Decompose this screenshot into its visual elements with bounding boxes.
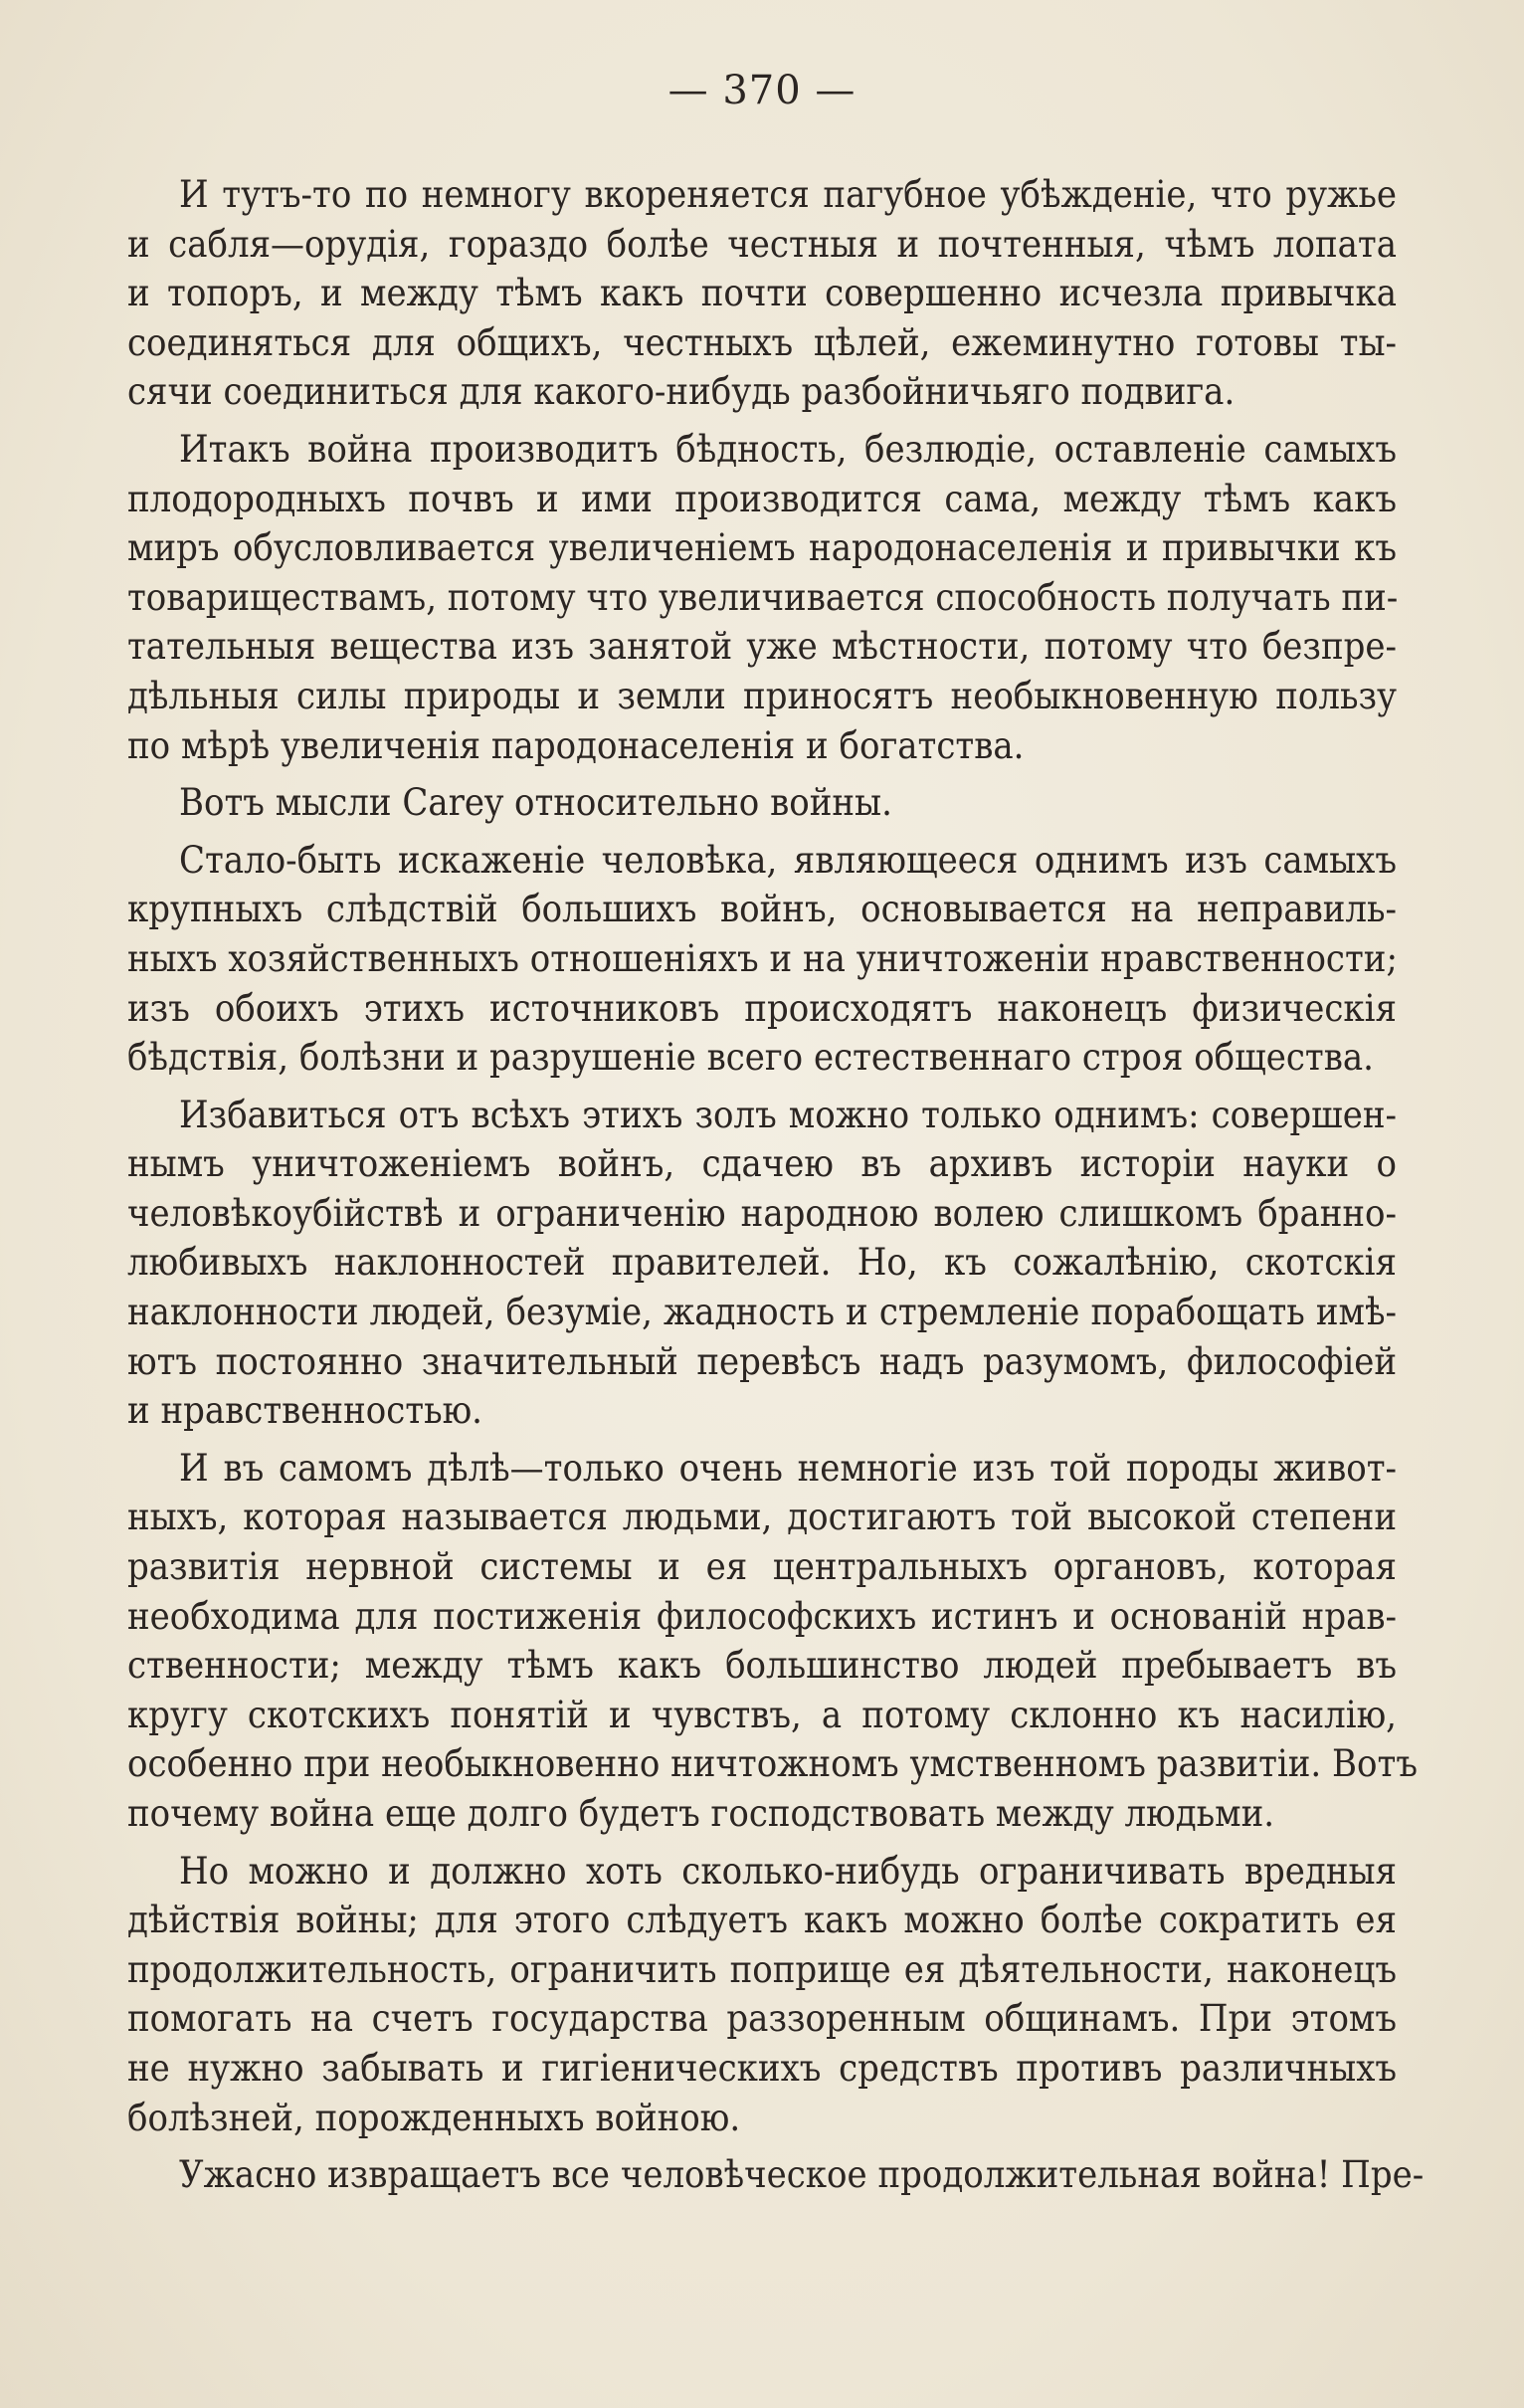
page-number: — 370 —: [667, 68, 857, 113]
text-line: и нравственностью.: [127, 1389, 482, 1434]
text-line: Итакъ война производитъ бѣдность, безлюдіе, оставленіе самыхъ: [179, 427, 1397, 472]
paragraph: [127, 171, 1397, 418]
paragraph: [127, 1848, 1397, 2144]
text-line: крупныхъ слѣдствій большихъ войнъ, основывается на неправиль-: [127, 888, 1397, 932]
text-line: сячи соединиться для какого-нибудь разбойничьяго подвига.: [127, 370, 1236, 415]
text-line: тательныя вещества изъ занятой уже мѣстности, потому что безпре-: [127, 625, 1397, 670]
text-line: Стало-быть искаженіе человѣка, являющееся однимъ изъ самыхъ: [179, 838, 1397, 883]
text-line: дѣйствія войны; для этого слѣдуетъ какъ можно болѣе сократить ея: [127, 1899, 1397, 1943]
text-line: бѣдствія, болѣзни и разрушеніе всего естественнаго строя общества.: [127, 1036, 1374, 1081]
paragraph: [127, 779, 1397, 829]
text-column: [127, 171, 1425, 2209]
text-line: продолжительность, ограничить поприще ея дѣятельности, наконецъ: [127, 1947, 1397, 1992]
text-line: изъ обоихъ этихъ источниковъ происходятъ наконецъ физическія: [127, 986, 1397, 1031]
text-line: помогать на счетъ государства раззоренным общинамъ. При этомъ: [127, 1997, 1397, 2042]
text-line: необходима для постиженія философскихъ истинъ и основаній нрав-: [127, 1594, 1397, 1639]
text-line: любивыхъ наклонностей правителей. Но, къ сожалѣнію, скотскія: [127, 1241, 1397, 1286]
text-line: дѣльныя силы природы и земли приносятъ необыкновенную пользу: [127, 674, 1397, 718]
text-line: и сабля—орудія, гораздо болѣе честныя и почтенныя, чѣмъ лопата: [127, 222, 1397, 267]
text-line: И въ самомъ дѣлѣ—только очень немногіе изъ той породы живот-: [179, 1446, 1397, 1491]
text-line: почему война еще долго будетъ господствовать между людьми.: [127, 1791, 1275, 1836]
text-line: миръ обусловливается увеличеніемъ народонаселенія и привычки къ: [127, 526, 1397, 571]
text-line: Но можно и должно хоть сколько-нибудь ограничивать вредныя: [179, 1849, 1397, 1894]
text-line: и топоръ, и между тѣмъ какъ почти совершенно исчезла привычка: [127, 272, 1397, 316]
paragraph: [127, 837, 1397, 1084]
text-line: Вотъ мысли Carey относительно войны.: [179, 781, 892, 826]
text-line: соединяться для общихъ, честныхъ цѣлей, ежеминутно готовы ты-: [127, 320, 1397, 365]
text-line: особенно при необыкновенно ничтожномъ умственномъ развитіи. Вотъ: [127, 1742, 1418, 1787]
text-line: наклонности людей, безуміе, жадность и стремленіе порабощать имѣ-: [127, 1290, 1397, 1334]
text-line: ственности; между тѣмъ какъ большинство людей пребываетъ въ: [127, 1644, 1397, 1689]
paragraph: [127, 1445, 1418, 1840]
text-line: не нужно забывать и гигіеническихъ средствъ противъ различныхъ: [127, 2046, 1397, 2091]
text-line: нымъ уничтоженіемъ войнъ, сдачею въ архивъ исторіи науки о: [127, 1142, 1397, 1187]
text-line: кругу скотскихъ понятій и чувствъ, а потому склонно къ насилію,: [127, 1693, 1397, 1737]
text-line: ютъ постоянно значительный перевѣсъ надъ разумомъ, философіей: [127, 1339, 1397, 1384]
text-line: человѣкоубійствѣ и ограниченію народною волею слишкомъ бранно-: [127, 1191, 1397, 1236]
paragraph: [127, 2151, 1425, 2201]
text-line: И тутъ-то по немногу вкореняется пагубное убѣжденіе, что ружье: [179, 172, 1397, 217]
text-line: развитія нервной системы и ея центральныхъ органовъ, которая: [127, 1544, 1397, 1589]
text-line: товариществамъ, потому что увеличивается способность получать пи-: [127, 575, 1399, 620]
text-line: болѣзней, порожденныхъ войною.: [127, 2096, 741, 2140]
text-line: ныхъ, которая называется людьми, достигаютъ той высокой степени: [127, 1496, 1397, 1540]
text-line: по мѣрѣ увеличенія пародонаселенія и богатства.: [127, 723, 1025, 768]
text-line: плодородныхъ почвъ и ими производится сама, между тѣмъ какъ: [127, 477, 1397, 521]
paragraph: [127, 426, 1397, 771]
paragraph: [127, 1092, 1397, 1437]
text-line: ныхъ хозяйственныхъ отношеніяхъ и на уничтоженіи нравственности;: [127, 936, 1398, 981]
text-line: Ужасно извращаетъ все человѣческое продолжительная война! Пре-: [179, 2153, 1425, 2198]
text-line: Избавиться отъ всѣхъ этихъ золъ можно только однимъ: совершен-: [179, 1093, 1397, 1137]
